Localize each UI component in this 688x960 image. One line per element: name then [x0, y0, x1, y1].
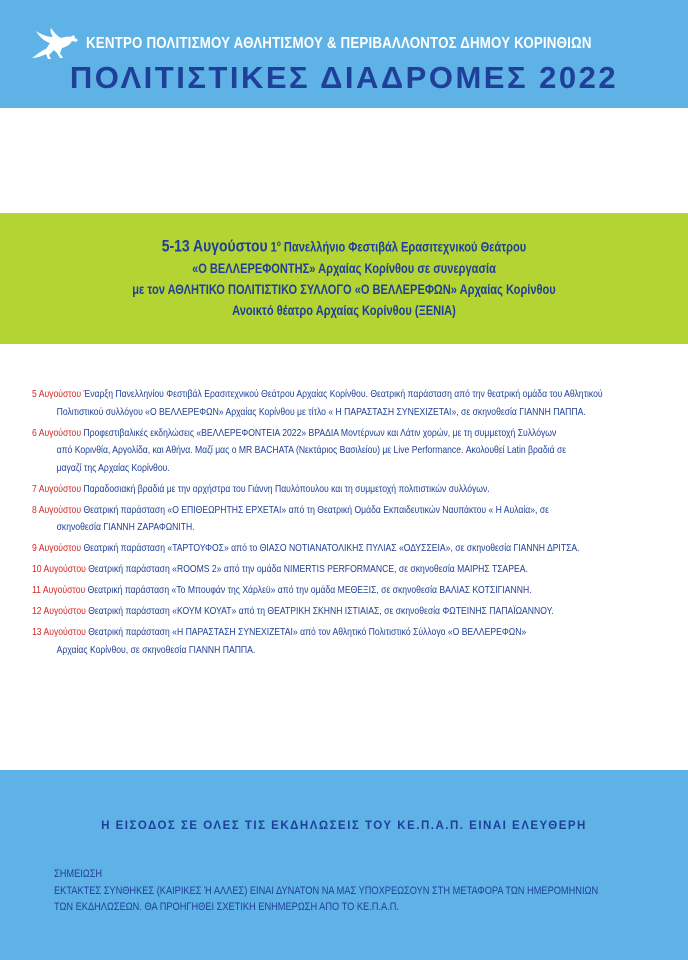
event-text: Θεατρική παράσταση «ΚΟΥΜ ΚΟΥΑΤ» από τη ΘΕΑΤΡΙΚΗ ΣΚΗΝΗ ΙΣΤΙΑΙΑΣ, σε σκηνοθεσία ΦΩΤΕΙΝΗΣ ΠΑΠΑΪΩΑΝΝΟΥ.: [88, 605, 554, 617]
pegasus-icon: [30, 28, 80, 62]
event-text: Θεατρική παράσταση «Η ΠΑΡΑΣΤΑΣΗ ΣΥΝΕΧΙΖΕΤΑΙ» από τον Αθλητικό Πολιτιστικό Σύλλογο «Ο ΒΕΛΛΕΡΕΦΩΝ»: [88, 626, 527, 638]
event-date: 5 Αυγούστου: [32, 388, 82, 400]
event-item: [32, 386, 672, 421]
event-text: Αρχαίας Κορίνθου, σε σκηνοθεσία ΓΙΑΝΝΗ ΠΑΠΠΑ.: [56, 643, 256, 656]
event-text: Θεατρική παράσταση «Το Μπουφάν της Χάρλεϋ» από την ομάδα ΜΕΘΕΞΙΣ, σε σκηνοθεσία ΒΑΛΙΑΣ ΚΟΤΣΙΓΙΑΝΝΗ.: [87, 584, 532, 596]
event-text: σκηνοθεσία ΓΙΑΝΝΗ ΖΑΡΑΦΩΝΙΤΗ.: [56, 521, 195, 533]
event-text: Προφεστιβαλικές εκδηλώσεις «ΒΕΛΛΕΡΕΦΟΝΤΕΙΑ 2022» ΒΡΑΔΙΑ Μοντέρνων και Λάτιν χορών, με τη συμμετοχή Συλλόγων: [83, 426, 557, 439]
festival-line-1-text: Πανελλήνιο Φεστιβάλ Ερασιτεχνικού Θεάτρου: [283, 239, 527, 255]
festival-line-2: «Ο ΒΕΛΛΕΡΕΦΟΝΤΗΣ» Αρχαίας Κορίνθου σε συνεργασία: [192, 260, 496, 276]
event-date: 12 Αυγούστου: [32, 605, 86, 617]
festival-info: [0, 233, 688, 321]
festival-date: 5-13 Αυγούστου: [161, 236, 268, 256]
event-text: Θεατρική παράσταση «Ο ΕΠΙΘΕΩΡΗΤΗΣ ΕΡΧΕΤΑΙ» από τη Θεατρική Ομάδα Εκπαιδευτικών Ναυπάκτου « Η Αυλαία», σε: [83, 503, 549, 516]
festival-line-4: Ανοικτό θέατρο Αρχαίας Κορίνθου (ΞΕΝΙΑ): [232, 302, 456, 318]
festival-line-3: με τον ΑΘΛΗΤΙΚΟ ΠΟΛΙΤΙΣΤΙΚΟ ΣΥΛΛΟΓΟ «Ο ΒΕΛΛΕΡΕΦΩΝ» Αρχαίας Κορίνθου: [132, 281, 556, 297]
event-item: [32, 502, 672, 537]
event-text: Πολιτιστικού συλλόγου «Ο ΒΕΛΛΕΡΕΦΩΝ» Αρχαίας Κορίνθου με τίτλο « Η ΠΑΡΑΣΤΑΣΗ ΣΥΝΕΧΙΖΕΤΑΙ», σε σκηνοθεσία ΓΙΑΝΝΗ ΠΑΠΠΑ.: [56, 405, 586, 418]
event-date: 7 Αυγούστου: [32, 482, 82, 495]
event-item: [32, 481, 672, 499]
festival-ordinal-suffix: ο: [276, 239, 281, 248]
event-schedule: [32, 386, 672, 659]
event-date: 13 Αυγούστου: [32, 626, 86, 638]
event-item: [32, 425, 672, 478]
event-text: Παραδοσιακή βραδιά με την ορχήστρα του Γιάννη Παυλόπουλου και τη συμμετοχή πολιτιστικών συλλόγων.: [83, 482, 490, 495]
footer-note: [54, 866, 674, 916]
event-item: [32, 561, 672, 579]
footer-band: [0, 770, 688, 960]
page-title: ΠΟΛΙΤΙΣΤΙΚΕΣ ΔΙΑΔΡΟΜΕΣ 2022: [69, 60, 619, 95]
event-date: 9 Αυγούστου: [32, 542, 82, 554]
event-text: Έναρξη Πανελληνίου Φεστιβάλ Ερασιτεχνικού Θεάτρου Αρχαίας Κορίνθου. Θεατρική παράσταση από την θεατρική ομάδα του Αθλητικού: [83, 388, 603, 400]
note-heading: ΣΗΜΕΙΩΣΗ: [54, 868, 103, 880]
organization-name: ΚΕΝΤΡΟ ΠΟΛΙΤΙΣΜΟΥ ΑΘΛΗΤΙΣΜΟΥ & ΠΕΡΙΒΑΛΛΟΝΤΟΣ ΔΗΜΟΥ ΚΟΡΙΝΘΙΩΝ: [86, 35, 592, 52]
event-item: [32, 582, 672, 600]
header-band: [0, 0, 688, 108]
festival-line-1: [62, 233, 626, 258]
event-date: 6 Αυγούστου: [32, 426, 82, 439]
event-text: Θεατρική παράσταση «ΤΑΡΤΟΥΦΟΣ» από το ΘΙΑΣΟ ΝΟΤΙΑΝΑΤΟΛΙΚΗΣ ΠΥΛΙΑΣ «ΟΔΥΣΣΕΙΑ», σε σκηνοθεσία ΓΙΑΝΝΗ ΔΡΙΤΣΑ.: [83, 542, 580, 554]
event-date: 8 Αυγούστου: [32, 503, 82, 516]
event-text: Θεατρική παράσταση «ROOMS 2» από την ομάδα NIMERTIS PERFORMANCE, σε σκηνοθεσία ΜΑΙΡΗΣ ΤΣΑΡΕΑ.: [88, 563, 528, 575]
free-entry-notice: Η ΕΙΣΟΔΟΣ ΣΕ ΟΛΕΣ ΤΙΣ ΕΚΔΗΛΩΣΕΙΣ ΤΟΥ ΚΕ.Π.Α.Π. ΕΙΝΑΙ ΕΛΕΥΘΕΡΗ: [101, 820, 587, 832]
event-text: από Κορινθία, Αργολίδα, και Αθήνα. Μαζί μας ο MR BACHATA (Νεκτάριος Βασιλείου) με Live Performance. Ακολουθεί Latin βραδιά σε: [56, 444, 567, 456]
event-item: [32, 624, 672, 659]
note-line: ΕΚΤΑΚΤΕΣ ΣΥΝΘΗΚΕΣ (ΚΑΙΡΙΚΕΣ Ή ΑΛΛΕΣ) ΕΙΝΑΙ ΔΥΝΑΤΟΝ ΝΑ ΜΑΣ ΥΠΟΧΡΕΩΣΟΥΝ ΣΤΗ ΜΕΤΑΦΟΡΑ ΤΩΝ ΗΜΕΡΟΜΗΝΙΩΝ: [54, 884, 599, 897]
event-date: 11 Αυγούστου: [32, 584, 86, 596]
event-item: [32, 603, 672, 621]
event-item: [32, 540, 672, 558]
event-date: 10 Αυγούστου: [32, 563, 86, 575]
event-text: μαγαζί της Αρχαίας Κορίνθου.: [56, 461, 170, 474]
note-line: ΤΩΝ ΕΚΔΗΛΩΣΕΩΝ. ΘΑ ΠΡΟΗΓΗΘΕΙ ΣΧΕΤΙΚΗ ΕΝΗΜΕΡΩΣΗ ΑΠΟ ΤΟ ΚΕ.Π.Α.Π.: [54, 901, 399, 913]
festival-ordinal: 1: [270, 239, 277, 255]
